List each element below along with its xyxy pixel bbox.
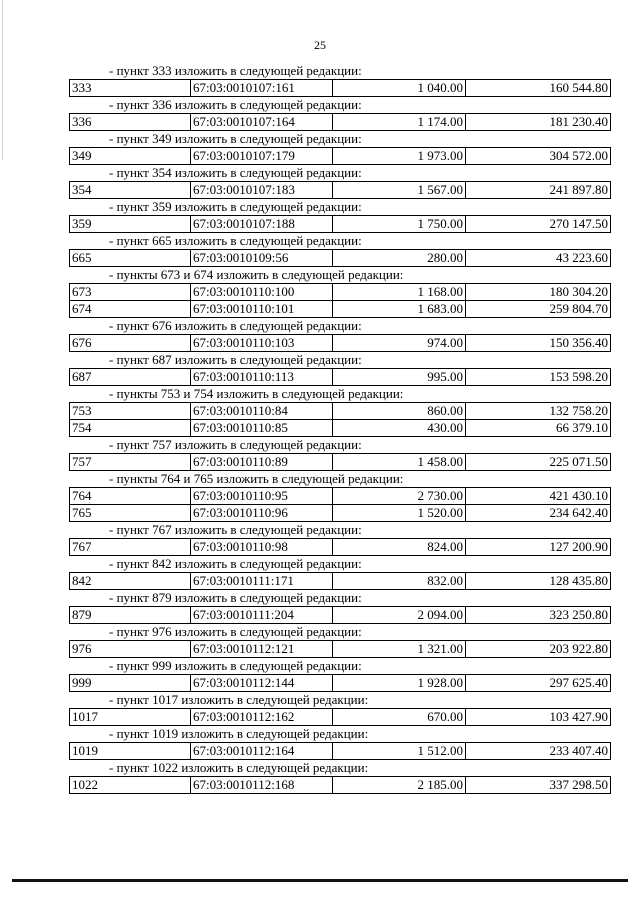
amendment-heading: - пункт 676 изложить в следующей редакции:: [109, 318, 362, 333]
cadastral-value-cell: 132 758.20: [466, 403, 611, 420]
amendment-heading: - пункт 767 изложить в следующей редакции:: [109, 522, 362, 537]
cadastral-value-cell: 128 435.80: [466, 573, 611, 590]
amendment-table: [69, 487, 611, 522]
area-cell: 2 185.00: [333, 777, 466, 794]
cadastral-number-cell: 67:03:0010112:162: [191, 709, 333, 726]
cadastral-number-cell: 67:03:0010110:103: [191, 335, 333, 352]
area-cell: 1 321.00: [333, 641, 466, 658]
item-number-cell: 1022: [70, 777, 191, 794]
table-row: [70, 709, 611, 726]
table-row: [70, 505, 611, 522]
item-number-cell: 976: [70, 641, 191, 658]
area-cell: 1 973.00: [333, 148, 466, 165]
amendment-table: [69, 113, 611, 131]
cadastral-value-cell: 259 804.70: [466, 301, 611, 318]
amendment-table: [69, 742, 611, 760]
amendment-table: [69, 674, 611, 692]
item-number-cell: 757: [70, 454, 191, 471]
cadastral-value-cell: 43 223.60: [466, 250, 611, 267]
cadastral-number-cell: 67:03:0010107:188: [191, 216, 333, 233]
area-cell: 860.00: [333, 403, 466, 420]
amendment-heading: - пункт 349 изложить в следующей редакции:: [109, 131, 362, 146]
table-row: [70, 148, 611, 165]
cadastral-value-cell: 153 598.20: [466, 369, 611, 386]
amendment-table: [69, 215, 611, 233]
table-row: [70, 641, 611, 658]
amendment-table: [69, 249, 611, 267]
area-cell: 995.00: [333, 369, 466, 386]
table-row: [70, 80, 611, 97]
cadastral-number-cell: 67:03:0010107:179: [191, 148, 333, 165]
cadastral-value-cell: 270 147.50: [466, 216, 611, 233]
amendment-heading: - пункт 333 изложить в следующей редакции:: [109, 63, 362, 78]
item-number-cell: 359: [70, 216, 191, 233]
cadastral-number-cell: 67:03:0010111:204: [191, 607, 333, 624]
amendment-table: [69, 402, 611, 437]
amendment-heading: - пункт 879 изложить в следующей редакции:: [109, 590, 362, 605]
area-cell: 1 520.00: [333, 505, 466, 522]
amendment-heading: - пункт 1017 изложить в следующей редакции:: [109, 692, 369, 707]
amendment-heading: - пункт 1022 изложить в следующей редакции:: [109, 760, 369, 775]
table-row: [70, 216, 611, 233]
amendment-heading: - пункт 665 изложить в следующей редакции:: [109, 233, 362, 248]
cadastral-value-cell: 225 071.50: [466, 454, 611, 471]
item-number-cell: 764: [70, 488, 191, 505]
cadastral-number-cell: 67:03:0010110:95: [191, 488, 333, 505]
cadastral-number-cell: 67:03:0010110:84: [191, 403, 333, 420]
amendment-heading: - пункты 753 и 754 изложить в следующей редакции:: [109, 386, 404, 401]
cadastral-number-cell: 67:03:0010109:56: [191, 250, 333, 267]
cadastral-number-cell: 67:03:0010110:101: [191, 301, 333, 318]
area-cell: 670.00: [333, 709, 466, 726]
amendment-table: [69, 453, 611, 471]
area-cell: 824.00: [333, 539, 466, 556]
area-cell: 2 094.00: [333, 607, 466, 624]
cadastral-number-cell: 67:03:0010112:144: [191, 675, 333, 692]
cadastral-number-cell: 67:03:0010111:171: [191, 573, 333, 590]
page-number: 25: [314, 38, 326, 52]
item-number-cell: 349: [70, 148, 191, 165]
area-cell: 1 928.00: [333, 675, 466, 692]
cadastral-value-cell: 180 304.20: [466, 284, 611, 301]
table-row: [70, 607, 611, 624]
table-row: [70, 369, 611, 386]
cadastral-value-cell: 203 922.80: [466, 641, 611, 658]
table-row: [70, 488, 611, 505]
amendment-table: [69, 181, 611, 199]
item-number-cell: 687: [70, 369, 191, 386]
table-row: [70, 454, 611, 471]
item-number-cell: 1017: [70, 709, 191, 726]
amendment-heading: - пункты 764 и 765 изложить в следующей редакции:: [109, 471, 404, 486]
amendment-table: [69, 538, 611, 556]
table-row: [70, 114, 611, 131]
cadastral-value-cell: 233 407.40: [466, 743, 611, 760]
amendment-table: [69, 79, 611, 97]
cadastral-number-cell: 67:03:0010112:164: [191, 743, 333, 760]
table-row: [70, 250, 611, 267]
item-number-cell: 1019: [70, 743, 191, 760]
item-number-cell: 754: [70, 420, 191, 437]
item-number-cell: 333: [70, 80, 191, 97]
table-row: [70, 284, 611, 301]
area-cell: 1 168.00: [333, 284, 466, 301]
cadastral-value-cell: 241 897.80: [466, 182, 611, 199]
cadastral-value-cell: 323 250.80: [466, 607, 611, 624]
area-cell: 974.00: [333, 335, 466, 352]
amendment-table: [69, 368, 611, 386]
item-number-cell: 674: [70, 301, 191, 318]
table-row: [70, 420, 611, 437]
table-row: [70, 403, 611, 420]
area-cell: 1 458.00: [333, 454, 466, 471]
table-row: [70, 573, 611, 590]
amendment-heading: - пункт 757 изложить в следующей редакции:: [109, 437, 362, 452]
amendment-table: [69, 606, 611, 624]
amendment-heading: - пункт 976 изложить в следующей редакции:: [109, 624, 362, 639]
cadastral-number-cell: 67:03:0010112:168: [191, 777, 333, 794]
area-cell: 280.00: [333, 250, 466, 267]
area-cell: 430.00: [333, 420, 466, 437]
table-row: [70, 335, 611, 352]
amendment-table: [69, 147, 611, 165]
amendment-table: [69, 283, 611, 318]
amendment-heading: - пункт 336 изложить в следующей редакции:: [109, 97, 362, 112]
cadastral-value-cell: 160 544.80: [466, 80, 611, 97]
cadastral-value-cell: 337 298.50: [466, 777, 611, 794]
amendment-table: [69, 640, 611, 658]
amendment-heading: - пункт 999 изложить в следующей редакции:: [109, 658, 362, 673]
cadastral-number-cell: 67:03:0010110:98: [191, 539, 333, 556]
amendment-heading: - пункт 842 изложить в следующей редакции:: [109, 556, 362, 571]
amendment-heading: - пункт 354 изложить в следующей редакции:: [109, 165, 362, 180]
cadastral-number-cell: 67:03:0010112:121: [191, 641, 333, 658]
table-row: [70, 777, 611, 794]
area-cell: 1 683.00: [333, 301, 466, 318]
table-row: [70, 675, 611, 692]
cadastral-number-cell: 67:03:0010110:100: [191, 284, 333, 301]
item-number-cell: 767: [70, 539, 191, 556]
amendment-heading: - пункт 1019 изложить в следующей редакции:: [109, 726, 369, 741]
area-cell: 1 040.00: [333, 80, 466, 97]
item-number-cell: 676: [70, 335, 191, 352]
table-row: [70, 539, 611, 556]
cadastral-number-cell: 67:03:0010107:183: [191, 182, 333, 199]
cadastral-number-cell: 67:03:0010110:96: [191, 505, 333, 522]
table-row: [70, 182, 611, 199]
cadastral-value-cell: 421 430.10: [466, 488, 611, 505]
item-number-cell: 336: [70, 114, 191, 131]
area-cell: 1 512.00: [333, 743, 466, 760]
item-number-cell: 999: [70, 675, 191, 692]
cadastral-number-cell: 67:03:0010107:164: [191, 114, 333, 131]
amendment-heading: - пункт 359 изложить в следующей редакции:: [109, 199, 362, 214]
cadastral-number-cell: 67:03:0010110:89: [191, 454, 333, 471]
bottom-rule: [12, 879, 628, 882]
item-number-cell: 665: [70, 250, 191, 267]
amendments-list: [69, 63, 611, 794]
item-number-cell: 842: [70, 573, 191, 590]
amendment-table: [69, 708, 611, 726]
area-cell: 1 567.00: [333, 182, 466, 199]
cadastral-number-cell: 67:03:0010107:161: [191, 80, 333, 97]
cadastral-number-cell: 67:03:0010110:113: [191, 369, 333, 386]
cadastral-value-cell: 304 572.00: [466, 148, 611, 165]
cadastral-value-cell: 127 200.90: [466, 539, 611, 556]
scan-edge-mark: [2, 0, 3, 160]
amendment-heading: - пункт 687 изложить в следующей редакции:: [109, 352, 362, 367]
amendment-table: [69, 776, 611, 794]
cadastral-value-cell: 234 642.40: [466, 505, 611, 522]
cadastral-number-cell: 67:03:0010110:85: [191, 420, 333, 437]
area-cell: 1 174.00: [333, 114, 466, 131]
cadastral-value-cell: 103 427.90: [466, 709, 611, 726]
item-number-cell: 753: [70, 403, 191, 420]
area-cell: 1 750.00: [333, 216, 466, 233]
item-number-cell: 354: [70, 182, 191, 199]
item-number-cell: 765: [70, 505, 191, 522]
amendment-table: [69, 334, 611, 352]
table-row: [70, 301, 611, 318]
item-number-cell: 673: [70, 284, 191, 301]
item-number-cell: 879: [70, 607, 191, 624]
cadastral-value-cell: 181 230.40: [466, 114, 611, 131]
area-cell: 2 730.00: [333, 488, 466, 505]
cadastral-value-cell: 150 356.40: [466, 335, 611, 352]
table-row: [70, 743, 611, 760]
area-cell: 832.00: [333, 573, 466, 590]
cadastral-value-cell: 66 379.10: [466, 420, 611, 437]
amendment-table: [69, 572, 611, 590]
cadastral-value-cell: 297 625.40: [466, 675, 611, 692]
amendment-heading: - пункты 673 и 674 изложить в следующей редакции:: [109, 267, 404, 282]
